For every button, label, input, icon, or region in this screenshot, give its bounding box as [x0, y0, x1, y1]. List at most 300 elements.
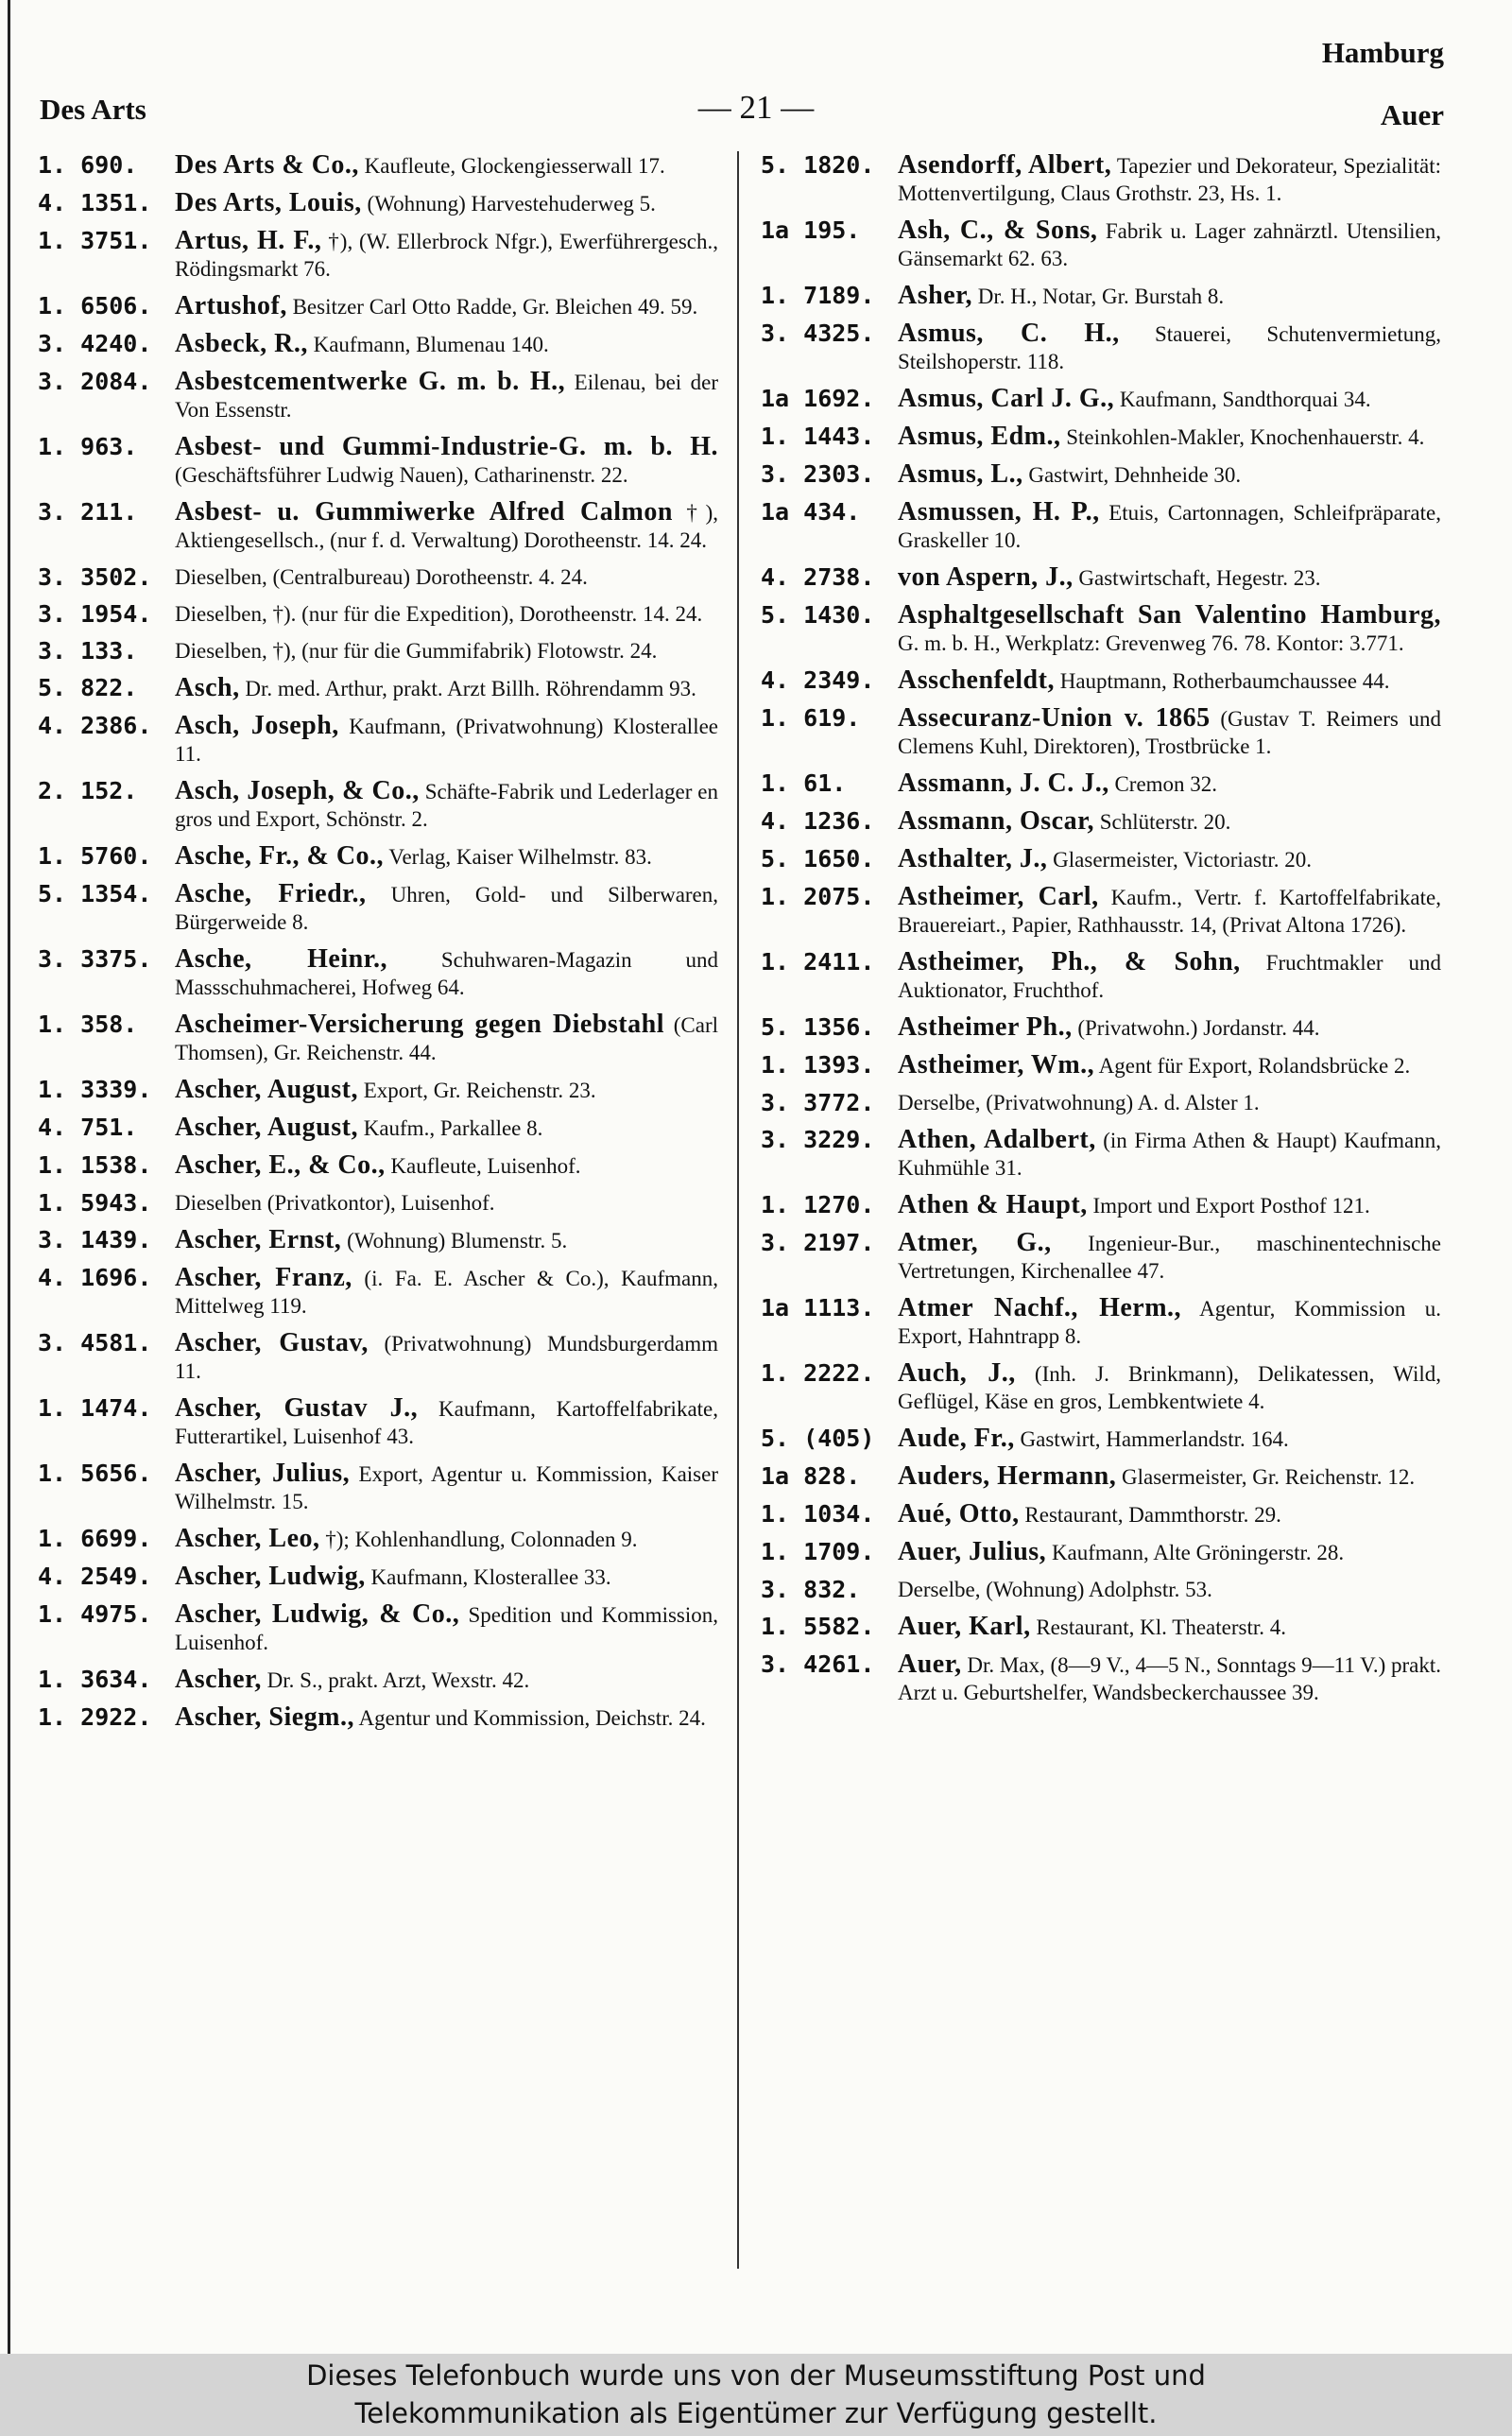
directory-entry [38, 1703, 718, 1732]
phone-number: 4. 1351. [38, 189, 152, 216]
directory-entry [38, 563, 718, 591]
subscriber-name: Atmer, G., [898, 1228, 1052, 1257]
phone-number: 1. 1034. [761, 1500, 875, 1528]
phone-number: 3. 4325. [761, 320, 875, 347]
subscriber-name: Auer, Karl, [898, 1612, 1031, 1641]
subscriber-name: Astheimer, Ph., & Sohn, [898, 947, 1241, 976]
footer-notice [0, 2354, 1512, 2436]
directory-entry [761, 1126, 1441, 1182]
entry-body [175, 1666, 718, 1694]
directory-entry [761, 948, 1441, 1004]
directory-entry [38, 1076, 718, 1104]
column-divider [737, 151, 739, 2269]
phone-number: 1a 195. [761, 216, 861, 244]
entry-details: Gastwirtschaft, Hegestr. 23. [1078, 566, 1321, 590]
directory-entry [38, 1525, 718, 1553]
phone-number: 1. 1443. [761, 423, 875, 450]
directory-entry [38, 1600, 718, 1656]
entry-body [175, 1563, 718, 1591]
phone-number: 4. 2349. [761, 666, 875, 694]
entry-details: Verlag, Kaiser Wilhelmstr. 83. [388, 845, 652, 869]
entry-details: Ingenieur-Bur., maschinentechnische Vertretungen, Kirchenallee 47. [898, 1232, 1442, 1283]
entry-details: Kaufmann, Alte Gröningerstr. 28. [1051, 1541, 1345, 1564]
entry-details: Schuhwaren-Magazin und Massschuhmacherei, Hofweg 64. [175, 948, 719, 999]
subscriber-name: Artushof, [175, 291, 287, 320]
page-edge [8, 0, 10, 2354]
directory-entry [38, 1226, 718, 1254]
subscriber-name: Asmus, Edm., [898, 422, 1061, 451]
entry-details: (Wohnung) Harvestehuderweg 5. [367, 192, 656, 216]
entry-body [175, 674, 718, 702]
entry-details: G. m. b. H., Werkplatz: Grevenweg 76. 78. Kontor: 3.771. [898, 631, 1404, 655]
directory-entry [761, 1576, 1441, 1603]
subscriber-name: Asche, Friedr., [175, 879, 367, 908]
directory-entry [38, 368, 718, 423]
directory-entry [38, 712, 718, 768]
subscriber-name: Asmus, L., [898, 459, 1023, 489]
entry-body [175, 433, 718, 489]
subscriber-name: Ascher, Ludwig, & Co., [175, 1599, 460, 1629]
phone-number: 1. 1270. [761, 1191, 875, 1218]
entry-details: (Wohnung) Blumenstr. 5. [347, 1229, 568, 1253]
directory-entry [38, 600, 718, 628]
entry-body [175, 368, 718, 423]
subscriber-name: Asphaltgesellschaft San Valentino Hamburg, [898, 600, 1441, 630]
entry-body [175, 712, 718, 768]
subscriber-name: Ash, C., & Sons, [898, 216, 1098, 245]
directory-entry [38, 498, 718, 554]
entry-details: Glasermeister, Gr. Reichenstr. 12. [1121, 1465, 1416, 1489]
entry-details: Cremon 32. [1114, 772, 1218, 796]
phone-number: 5. 1354. [38, 880, 152, 907]
entry-details: (in Firma Athen & Haupt) Kaufmann, Kuhmühle 31. [898, 1129, 1441, 1180]
left-column [38, 151, 718, 1732]
entry-body [175, 1329, 718, 1385]
directory-entry [38, 880, 718, 936]
directory-entry [38, 1329, 718, 1385]
entry-body [898, 845, 1441, 873]
directory-entry [761, 704, 1441, 760]
entry-details: (i. Fa. E. Ascher & Co.), Kaufmann, Mittelweg 119. [175, 1267, 718, 1318]
entry-details: (Privatwohnung) Mundsburgerdamm 11. [175, 1332, 718, 1383]
directory-entry [761, 601, 1441, 657]
subscriber-name: Asbeck, R., [175, 329, 308, 358]
entry-body [898, 1229, 1441, 1285]
phone-number: 1. 2075. [761, 883, 875, 910]
entry-details: Kaufmann, Klosterallee 33. [370, 1565, 611, 1589]
phone-number: 1a 1692. [761, 385, 875, 412]
phone-number: 3. 3772. [761, 1089, 875, 1116]
subscriber-name: Ascher, [175, 1665, 262, 1694]
directory-entry [761, 1191, 1441, 1219]
entry-details: Fruchtmakler und Auktionator, Fruchthof. [898, 951, 1442, 1002]
subscriber-name: Asher, [898, 281, 972, 310]
directory-entry [761, 1538, 1441, 1566]
phone-number: 1. 4975. [38, 1600, 152, 1628]
entry-details: Kaufmann, Kartoffelfabrikate, Futterartikel, Luisenhof 43. [175, 1397, 719, 1448]
directory-entry [38, 1151, 718, 1180]
directory-entry [38, 151, 718, 180]
entry-body [898, 216, 1441, 272]
entry-details: Agent für Export, Rolandsbrücke 2. [1098, 1054, 1411, 1078]
subscriber-name: Asmussen, H. P., [898, 497, 1100, 527]
subscriber-name: Astheimer, Carl, [898, 882, 1099, 911]
directory-entry [761, 563, 1441, 592]
phone-number: 5. (405) [761, 1425, 875, 1452]
entry-body [175, 1394, 718, 1450]
entry-details: Dieselben, †), (nur für die Gummifabrik) Flotowstr. 24. [175, 639, 658, 663]
entry-details: Kaufmann, Blumenau 140. [313, 333, 549, 356]
entry-details: Fabrik u. Lager zahnärztl. Utensilien, Gänsemarkt 62. 63. [898, 219, 1441, 270]
entry-body [898, 1462, 1441, 1491]
directory-entry [38, 1189, 718, 1217]
entry-body [175, 330, 718, 358]
subscriber-name: Ascher, Gustav, [175, 1328, 369, 1357]
entry-body [898, 1576, 1441, 1603]
entry-details: Uhren, Gold- und Silberwaren, Bürgerweide 8. [175, 883, 719, 934]
entry-body [898, 1500, 1441, 1529]
directory-entry [761, 1051, 1441, 1080]
subscriber-name: Auer, [898, 1650, 962, 1679]
subscriber-name: Atmer Nachf., Herm., [898, 1293, 1182, 1322]
directory-entry [761, 1013, 1441, 1042]
entry-body [898, 704, 1441, 760]
entry-details: Kaufmann, Sandthorquai 34. [1119, 388, 1371, 411]
directory-entry [761, 423, 1441, 451]
entry-details: Dieselben (Privatkontor), Luisenhof. [175, 1191, 495, 1215]
footer-line-2: Telekommunikation als Eigentümer zur Verfügung gestellt. [354, 2397, 1158, 2429]
entry-details: Derselbe, (Wohnung) Adolphstr. 53. [898, 1578, 1212, 1601]
entry-details: Kaufleute, Luisenhof. [390, 1154, 581, 1178]
phone-number: 2. 152. [38, 777, 138, 804]
phone-number: 1. 2922. [38, 1703, 152, 1731]
entry-details: Restaurant, Kl. Theaterstr. 4. [1036, 1615, 1286, 1639]
entry-body [175, 498, 718, 554]
directory-entry [38, 674, 718, 702]
entry-details: Tapezier und Dekorateur, Spezialität: Mottenvertilgung, Claus Grothstr. 23, Hs. 1. [898, 154, 1441, 205]
entry-body [175, 945, 718, 1001]
phone-number: 1. 6506. [38, 292, 152, 320]
phone-number: 1. 358. [38, 1011, 138, 1038]
entry-body [175, 1226, 718, 1254]
entry-details: Export, Gr. Reichenstr. 23. [363, 1079, 596, 1102]
phone-number: 3. 3229. [761, 1126, 875, 1153]
entry-body [898, 948, 1441, 1004]
entry-details: Agentur, Kommission u. Export, Hahntrapp 8. [898, 1297, 1441, 1348]
directory-entry [761, 845, 1441, 873]
entry-details: (Carl Thomsen), Gr. Reichenstr. 44. [175, 1013, 718, 1064]
entry-details: Gastwirt, Hammerlandstr. 164. [1020, 1427, 1289, 1451]
subscriber-name: Aué, Otto, [898, 1499, 1020, 1529]
subscriber-name: Auer, Julius, [898, 1537, 1047, 1566]
phone-number: 3. 211. [38, 498, 138, 526]
phone-number: 4. 751. [38, 1114, 138, 1141]
entry-body [175, 1264, 718, 1320]
subscriber-name: Ascher, Leo, [175, 1524, 320, 1553]
entry-body [898, 883, 1441, 939]
subscriber-name: Artus, H. F., [175, 226, 322, 255]
subscriber-name: Ascher, Ernst, [175, 1225, 342, 1254]
entry-body [175, 600, 718, 628]
entry-details: Dr. S., prakt. Arzt, Wexstr. 42. [266, 1668, 530, 1692]
subscriber-name: Athen & Haupt, [898, 1190, 1088, 1219]
entry-body [898, 807, 1441, 836]
running-head-left: Des Arts [40, 93, 146, 126]
phone-number: 1. 1474. [38, 1394, 152, 1422]
entry-details: Dr. med. Arthur, prakt. Arzt Billh. Röhrendamm 93. [245, 677, 696, 700]
entry-body [898, 282, 1441, 310]
phone-number: 3. 4240. [38, 330, 152, 357]
entry-body [175, 227, 718, 283]
phone-number: 3. 832. [761, 1576, 861, 1603]
entry-details: Stauerei, Schutenvermietung, Steilshoperstr. 118. [898, 322, 1441, 373]
entry-body [898, 423, 1441, 451]
entry-body [898, 320, 1441, 375]
entry-details: Derselbe, (Privatwohnung) A. d. Alster 1. [898, 1091, 1260, 1114]
directory-entry [38, 1563, 718, 1591]
entry-details: Glasermeister, Victoriastr. 20. [1053, 848, 1312, 872]
phone-number: 4. 2738. [761, 563, 875, 591]
entry-details: Besitzer Carl Otto Radde, Gr. Bleichen 49. 59. [292, 295, 698, 319]
entry-details: Steinkohlen-Makler, Knochenhauerstr. 4. [1066, 425, 1425, 449]
entry-details: Export, Agentur u. Kommission, Kaiser Wilhelmstr. 15. [175, 1462, 719, 1513]
phone-number: 1. 1538. [38, 1151, 152, 1179]
directory-entry [761, 769, 1441, 798]
directory-entry [38, 227, 718, 283]
subscriber-name: Asch, Joseph, & Co., [175, 776, 420, 805]
directory-entry [38, 842, 718, 871]
phone-number: 3. 2303. [761, 460, 875, 488]
subscriber-name: Auch, J., [898, 1358, 1016, 1388]
subscriber-name: von Aspern, J., [898, 562, 1074, 592]
phone-number: 1. 5943. [38, 1189, 152, 1217]
entry-details: †), (W. Ellerbrock Nfgr.), Ewerführergesch., Rödingsmarkt 76. [175, 230, 719, 281]
entry-body [175, 777, 718, 833]
directory-entry [38, 1264, 718, 1320]
subscriber-name: Asche, Heinr., [175, 944, 388, 974]
entry-body [898, 1051, 1441, 1080]
subscriber-name: Auders, Hermann, [898, 1461, 1117, 1491]
entry-body [175, 151, 718, 180]
directory-entry [38, 1114, 718, 1142]
phone-number: 1a 1113. [761, 1294, 875, 1322]
directory-entry [38, 1394, 718, 1450]
entry-details: Import und Export Posthof 121. [1092, 1194, 1370, 1218]
phone-number: 5. 1430. [761, 601, 875, 629]
entry-body [175, 637, 718, 665]
entry-details: Kaufm., Vertr. f. Kartoffelfabrikate, Brauereiart., Papier, Rathhausstr. 14, (Privat Altona 1726). [898, 886, 1441, 937]
entry-details: (Gustav T. Reimers und Clemens Kuhl, Direktoren), Trostbrücke 1. [898, 707, 1442, 758]
entry-body [898, 1359, 1441, 1415]
phone-number: 1. 3339. [38, 1076, 152, 1103]
phone-number: 1. 1709. [761, 1538, 875, 1565]
phone-number: 5. 1820. [761, 151, 875, 179]
phone-number: 5. 822. [38, 674, 138, 701]
subscriber-name: Asmus, Carl J. G., [898, 384, 1115, 413]
phone-number: 3. 3502. [38, 563, 152, 591]
entry-body [175, 1460, 718, 1515]
subscriber-name: Aude, Fr., [898, 1424, 1015, 1453]
phone-number: 1. 7189. [761, 282, 875, 309]
subscriber-name: Ascher, Julius, [175, 1459, 351, 1488]
page-number: — 21 — [697, 89, 815, 126]
subscriber-name: Assecuranz-Union v. 1865 [898, 703, 1211, 733]
phone-number: 3. 3375. [38, 945, 152, 973]
entry-body [898, 1425, 1441, 1453]
phone-number: 1. 5656. [38, 1460, 152, 1487]
entry-details: Dr. H., Notar, Gr. Burstah 8. [977, 285, 1225, 308]
phone-number: 5. 1650. [761, 845, 875, 872]
right-column [761, 151, 1441, 1706]
directory-entry [761, 1500, 1441, 1529]
entry-body [898, 1613, 1441, 1641]
running-head-right: Auer [1380, 98, 1444, 131]
subscriber-name: Asendorff, Albert, [898, 150, 1112, 180]
subscriber-name: Asche, Fr., & Co., [175, 841, 385, 871]
phone-number: 3. 133. [38, 637, 138, 665]
phone-number: 3. 4581. [38, 1329, 152, 1356]
entry-details: (Privatwohn.) Jordanstr. 44. [1077, 1016, 1320, 1040]
entry-body [898, 1294, 1441, 1350]
phone-number: 1. 2222. [761, 1359, 875, 1387]
subscriber-name: Asbest- und Gummi-Industrie-G. m. b. H. [175, 432, 718, 461]
phone-number: 1. 6699. [38, 1525, 152, 1552]
entry-details: Etuis, Cartonnagen, Schleifpräparate, Graskeller 10. [898, 501, 1441, 552]
entry-details: (Geschäftsführer Ludwig Nauen), Catharinenstr. 22. [175, 463, 628, 487]
directory-entry [761, 151, 1441, 207]
directory-entry [38, 1666, 718, 1694]
entry-body [898, 498, 1441, 554]
directory-entry [761, 1229, 1441, 1285]
subscriber-name: Ascher, Ludwig, [175, 1562, 366, 1591]
entry-details: Agentur und Kommission, Deichstr. 24. [358, 1706, 706, 1730]
subscriber-name: Asthalter, J., [898, 844, 1048, 873]
directory-entry [38, 1011, 718, 1066]
directory-entry [761, 385, 1441, 413]
directory-entry [38, 433, 718, 489]
directory-entry [761, 666, 1441, 695]
directory-entry [761, 460, 1441, 489]
subscriber-name: Ascher, E., & Co., [175, 1150, 386, 1180]
phone-number: 1. 619. [761, 704, 861, 732]
subscriber-name: Assmann, Oscar, [898, 806, 1094, 836]
directory-entry [761, 1462, 1441, 1491]
entry-details: (Inh. J. Brinkmann), Delikatessen, Wild, Geflügel, Käse en gros, Lembkentwiete 4. [898, 1362, 1441, 1413]
directory-entry [761, 1294, 1441, 1350]
subscriber-name: Asschenfeldt, [898, 665, 1055, 695]
entry-body [898, 1126, 1441, 1182]
phone-number: 4. 1236. [761, 807, 875, 835]
subscriber-name: Asch, [175, 673, 240, 702]
directory-entry [38, 637, 718, 665]
subscriber-name: Ascher, August, [175, 1075, 358, 1104]
directory-entry [761, 807, 1441, 836]
entry-body [898, 666, 1441, 695]
entry-body [175, 189, 718, 217]
phone-number: 1. 3751. [38, 227, 152, 254]
phone-number: 1. 5582. [761, 1613, 875, 1640]
phone-number: 1a 434. [761, 498, 861, 526]
entry-details: Kaufm., Parkallee 8. [363, 1116, 543, 1140]
entry-details: Eilenau, bei der Von Essenstr. [175, 371, 719, 422]
entry-body [898, 1089, 1441, 1116]
entry-details: Dieselben, (Centralbureau) Dorotheenstr. 4. 24. [175, 565, 588, 589]
subscriber-name: Des Arts & Co., [175, 150, 359, 180]
footer-line-1: Dieses Telefonbuch wurde uns von der Museumsstiftung Post und [306, 2359, 1206, 2392]
phone-number: 1. 5760. [38, 842, 152, 870]
phone-number: 3. 1439. [38, 1226, 152, 1253]
directory-entry [38, 777, 718, 833]
phone-number: 4. 2386. [38, 712, 152, 739]
entry-details: Spedition und Kommission, Luisenhof. [175, 1603, 718, 1654]
directory-entry [761, 282, 1441, 310]
entry-body [175, 292, 718, 320]
entry-body [175, 1076, 718, 1104]
phone-number: 1a 828. [761, 1462, 861, 1490]
entry-body [898, 151, 1441, 207]
phone-number: 3. 2084. [38, 368, 152, 395]
entry-body [175, 1151, 718, 1180]
subscriber-name: Asmus, C. H., [898, 319, 1120, 348]
subscriber-name: Astheimer, Wm., [898, 1050, 1095, 1080]
directory-entry [38, 292, 718, 320]
phone-number: 1. 3634. [38, 1666, 152, 1693]
entry-details: †); Kohlenhandlung, Colonnaden 9. [325, 1528, 638, 1551]
entry-body [175, 880, 718, 936]
entry-body [898, 563, 1441, 592]
entry-body [175, 1114, 718, 1142]
subscriber-name: Ascher, August, [175, 1113, 358, 1142]
subscriber-name: Asbestcementwerke G. m. b. H., [175, 367, 566, 396]
entry-details: Hauptmann, Rotherbaumchaussee 44. [1059, 669, 1390, 693]
entry-body [898, 1538, 1441, 1566]
directory-entry [761, 1089, 1441, 1116]
subscriber-name: Ascher, Siegm., [175, 1702, 355, 1732]
entry-body [898, 1013, 1441, 1042]
entry-details: Kaufmann, (Privatwohnung) Klosterallee 11. [175, 715, 718, 766]
directory-entry [38, 330, 718, 358]
subscriber-name: Athen, Adalbert, [898, 1125, 1096, 1154]
subscriber-name: Asbest- u. Gummiwerke Alfred Calmon [175, 497, 673, 527]
entry-details: Restaurant, Dammthorstr. 29. [1024, 1503, 1281, 1527]
entry-body [175, 1600, 718, 1656]
entry-body [898, 1191, 1441, 1219]
running-head-city: Hamburg [1321, 36, 1444, 69]
directory-entry [761, 320, 1441, 375]
entry-body [175, 1525, 718, 1553]
entry-body [898, 769, 1441, 798]
entry-body [175, 1011, 718, 1066]
entry-details: Gastwirt, Dehnheide 30. [1028, 463, 1242, 487]
entry-details: Dr. Max, (8—9 V., 4—5 N., Sonntags 9—11 V.) prakt. Arzt u. Geburtshelfer, Wandsbeckerchaussee 39. [898, 1653, 1441, 1704]
subscriber-name: Assmann, J. C. J., [898, 769, 1109, 798]
phone-number: 1. 690. [38, 151, 138, 179]
directory-entry [761, 1359, 1441, 1415]
subscriber-name: Des Arts, Louis, [175, 188, 362, 217]
phone-number: 1. 61. [761, 769, 847, 797]
entry-details: Dieselben, †). (nur für die Expedition), Dorotheenstr. 14. 24. [175, 602, 703, 626]
phone-number: 4. 1696. [38, 1264, 152, 1291]
entry-body [898, 1650, 1441, 1706]
entry-body [175, 1189, 718, 1217]
entry-details: Kaufleute, Glockengiesserwall 17. [364, 154, 665, 178]
subscriber-name: Ascher, Gustav J., [175, 1393, 419, 1423]
directory-entry [761, 498, 1441, 554]
directory-entry [38, 1460, 718, 1515]
subscriber-name: Asch, Joseph, [175, 711, 339, 740]
entry-details: †), Aktiengesellsch., (nur f. d. Verwaltung) Dorotheenstr. 14. 24. [175, 501, 719, 552]
directory-entry [38, 945, 718, 1001]
